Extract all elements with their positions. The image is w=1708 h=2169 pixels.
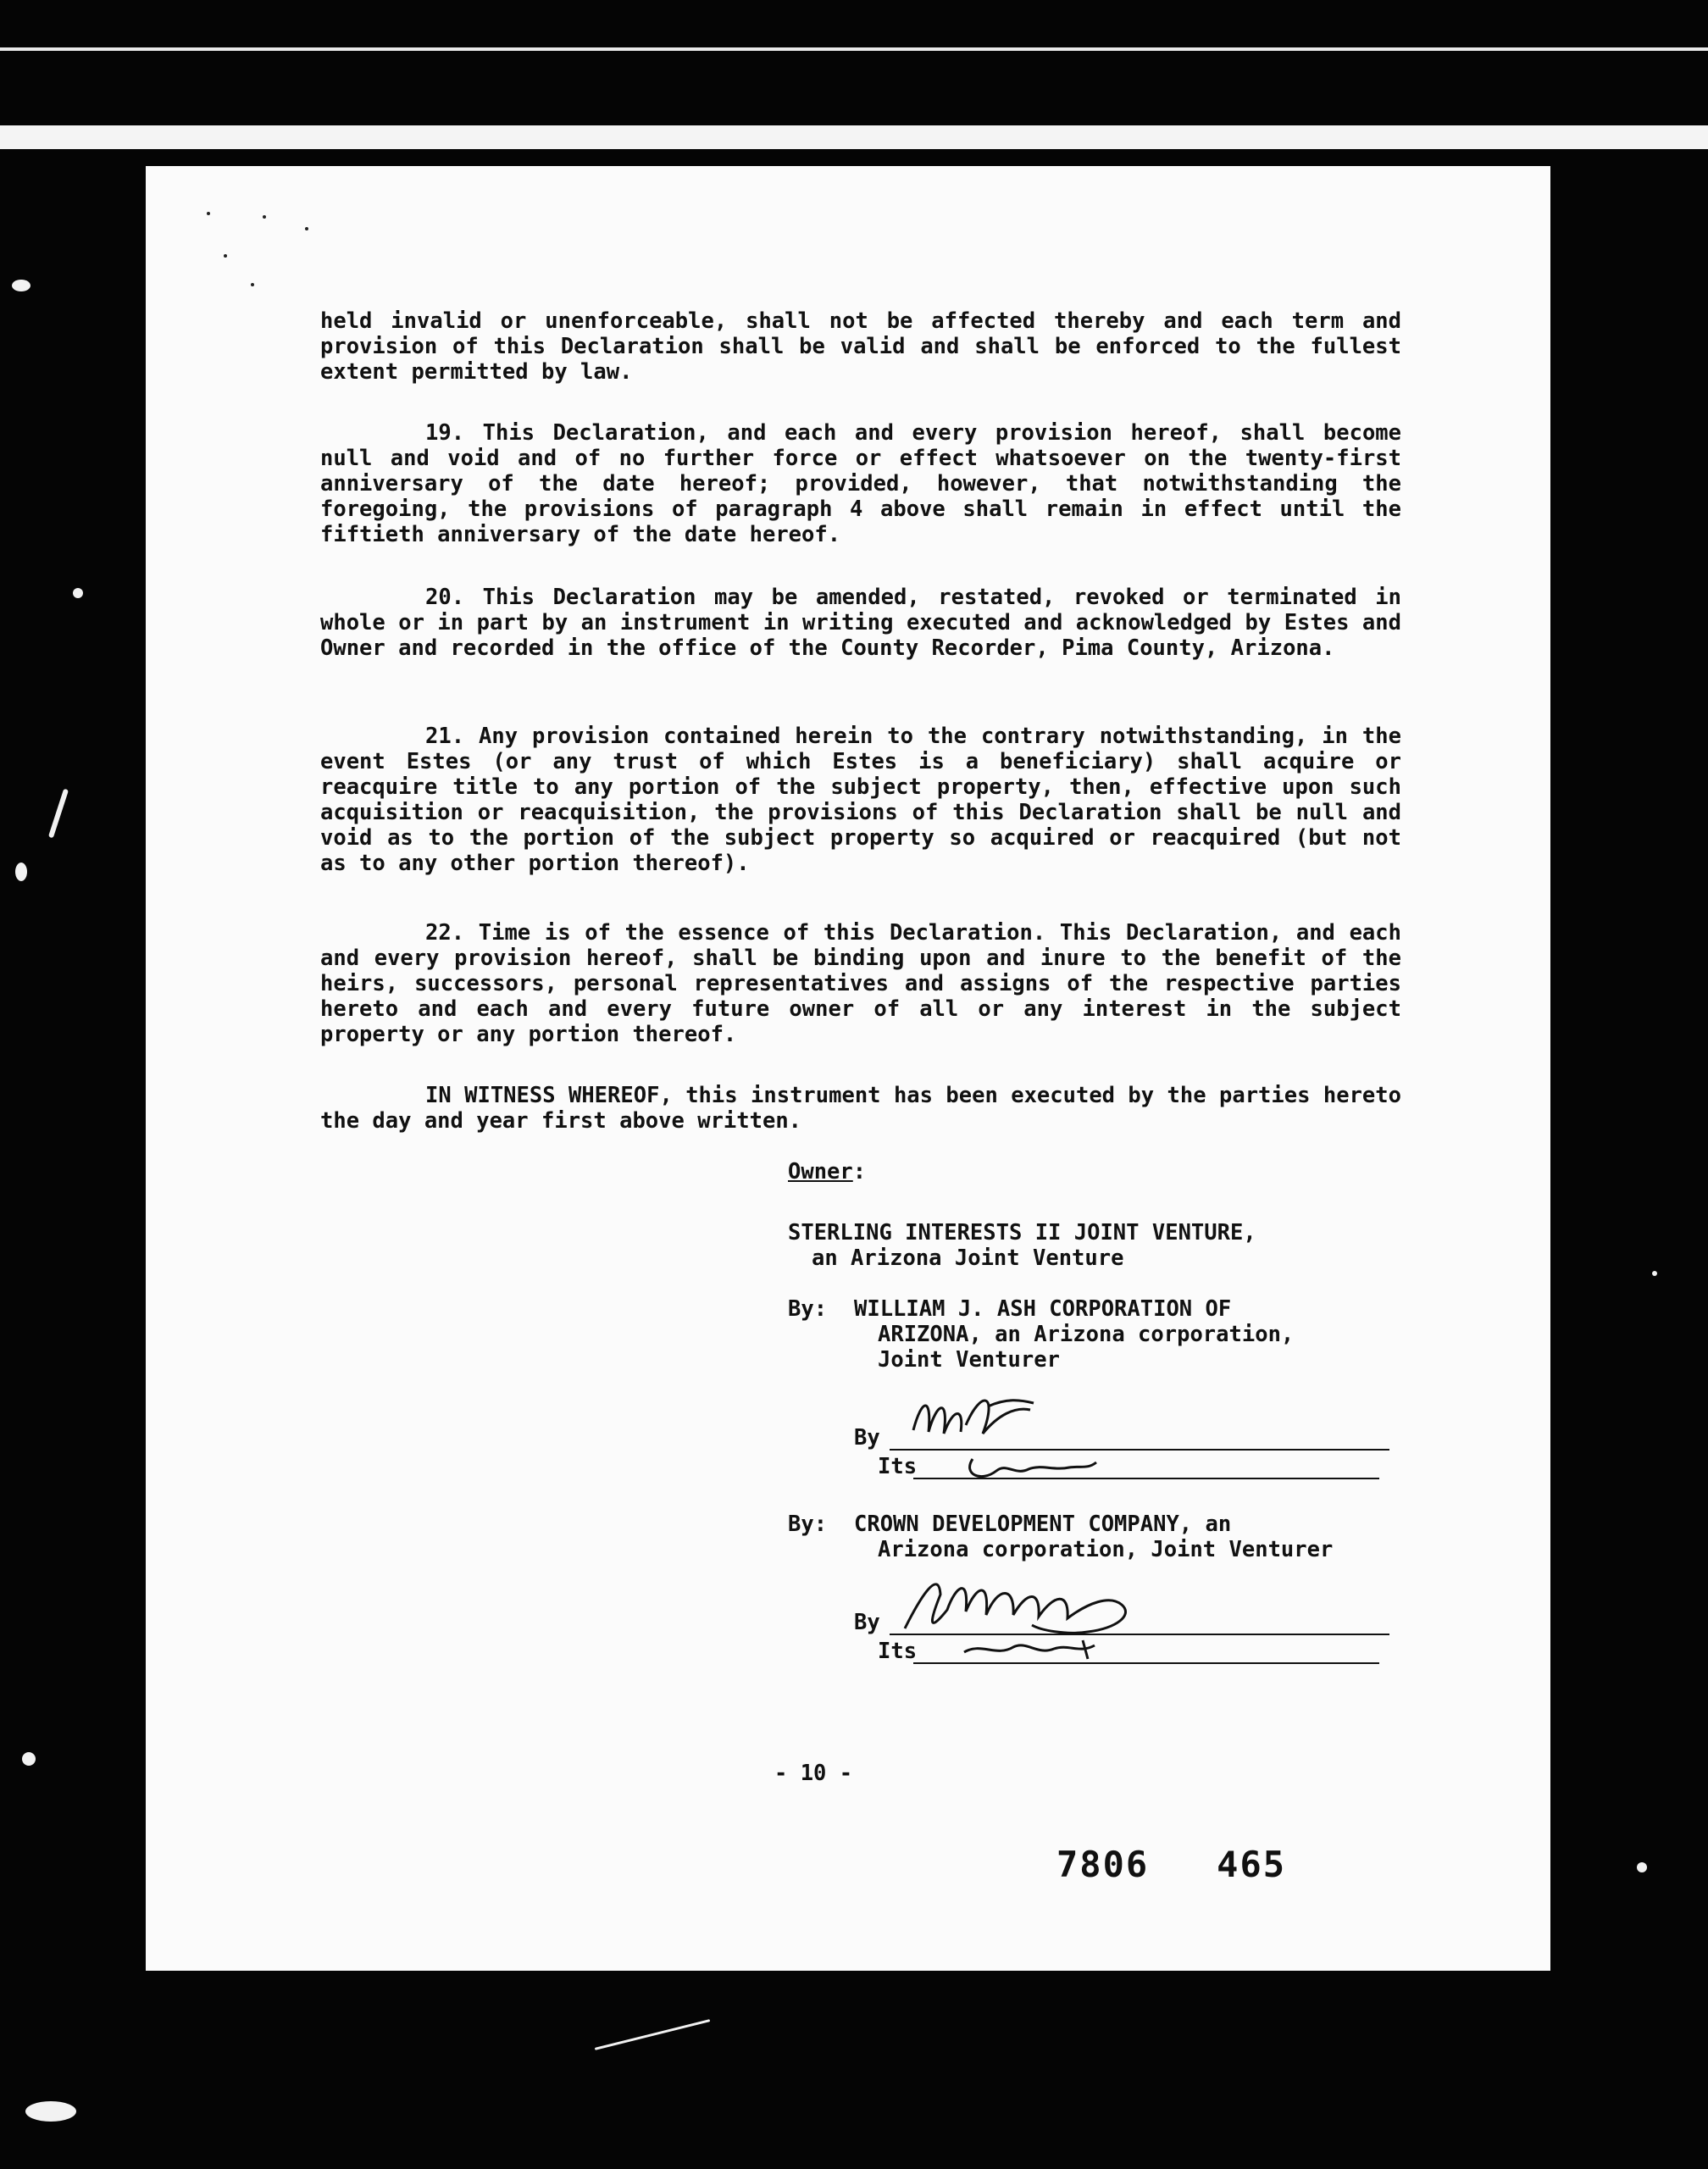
sig-by-label: By [854,1425,880,1451]
paragraph-21 [320,724,1401,876]
sig-by-label: By [854,1610,880,1635]
owner-name: STERLING INTERESTS II JOINT VENTURE, [788,1220,1256,1245]
signature-lines-crown [854,1595,1398,1681]
signer-line: WILLIAM J. ASH CORPORATION OF [854,1296,1232,1322]
signer-line: ARIZONA, an Arizona corporation, [878,1322,1295,1347]
paragraph-number: 22. [425,920,465,946]
paragraph-text: This Declaration, and each and every provision hereof, shall become null and void and of no further force or effect whatsoever on the twenty-first anniversary of the date hereof; provided, however, that notwithstanding the foregoing, the provisions of paragraph 4 above shall remain in effect until the fiftieth anniversary of the date hereof. [320,420,1402,547]
page-speck [207,212,210,215]
recording-stamp [1056,1844,1286,1885]
handwritten-signature-ash [888,1381,1125,1491]
scan-speck [73,588,83,598]
paragraph-number: 19. [425,420,465,446]
scan-speck [1652,1271,1657,1276]
owner-label: Owner [788,1159,853,1184]
by-label: By: [788,1512,828,1537]
paragraph-19 [320,420,1401,547]
paragraph-text: Any provision contained herein to the contrary notwithstanding, in the event Estes (or any trust of which Estes is a beneficiary) shall acquire or reacquire title to any portion of the subject property, then, effective upon such acquisition or reacquisition, the provisions of this Declaration shall be null and void as to the portion of the subject property so acquired or reacquired (but not as to any other portion thereof). [320,724,1401,876]
scan-speck [22,1752,36,1766]
docket-page-number: 465 [1217,1844,1287,1885]
scan-speck [595,2019,711,2050]
scan-speck [25,2101,76,2122]
paragraph-22 [320,920,1401,1047]
signer-block-ash [788,1296,1398,1373]
scan-edge-top [0,47,1708,51]
scan-speck [12,280,30,291]
sig-its-label: Its [878,1639,918,1664]
page-speck [224,254,227,258]
scan-edge-band [0,125,1708,149]
signature-section [788,1159,1398,1681]
scan-speck [15,863,27,881]
signer-line: Arizona corporation, Joint Venturer [878,1537,1334,1562]
witness-clause: IN WITNESS WHEREOF, this instrument has been executed by the parties hereto the day and year first above written. [320,1083,1401,1134]
owner-heading [788,1159,1398,1184]
docket-number: 7806 [1056,1844,1150,1885]
handwritten-signature-crown [888,1561,1159,1671]
page-speck [305,227,308,230]
paragraph-text: This Declaration may be amended, restated, revoked or terminated in whole or in part by an instrument in writing executed and acknowledged by Estes and Owner and recorded in the office of the County Recorder, Pima County, Arizona. [320,585,1402,661]
page-number: - 10 - [774,1761,853,1786]
owner-name-sub: an Arizona Joint Venture [812,1245,1124,1271]
paragraph-text: Time is of the essence of this Declaration. This Declaration, and each and every provision hereof, shall be binding upon and inure to the benefit of the heirs, successors, personal representatives and assigns of the respective parties hereto and each and every future owner of all or any interest in the subject property or any portion thereof. [320,920,1401,1047]
continuation-paragraph: held invalid or unenforceable, shall not be affected thereby and each term and provision of this Declaration shall be valid and shall be enforced to the fullest extent permitted by law. [320,308,1401,385]
scan-speck [1637,1862,1647,1872]
paragraph-number: 20. [425,585,465,610]
signature-lines-ash [854,1401,1398,1488]
scan-speck [48,789,69,839]
signer-block-crown [788,1512,1398,1562]
owner-label-colon: : [852,1159,867,1184]
by-label: By: [788,1296,828,1322]
page-speck [263,215,266,219]
document-page [146,166,1550,1971]
signer-line: CROWN DEVELOPMENT COMPANY, an [854,1512,1232,1537]
signer-entity [854,1296,1398,1373]
sig-its-label: Its [878,1454,918,1479]
signer-entity [854,1512,1398,1562]
page-speck [251,283,254,286]
signer-line: Joint Venturer [878,1347,1060,1373]
paragraph-20 [320,585,1401,661]
paragraph-number: 21. [425,724,465,749]
